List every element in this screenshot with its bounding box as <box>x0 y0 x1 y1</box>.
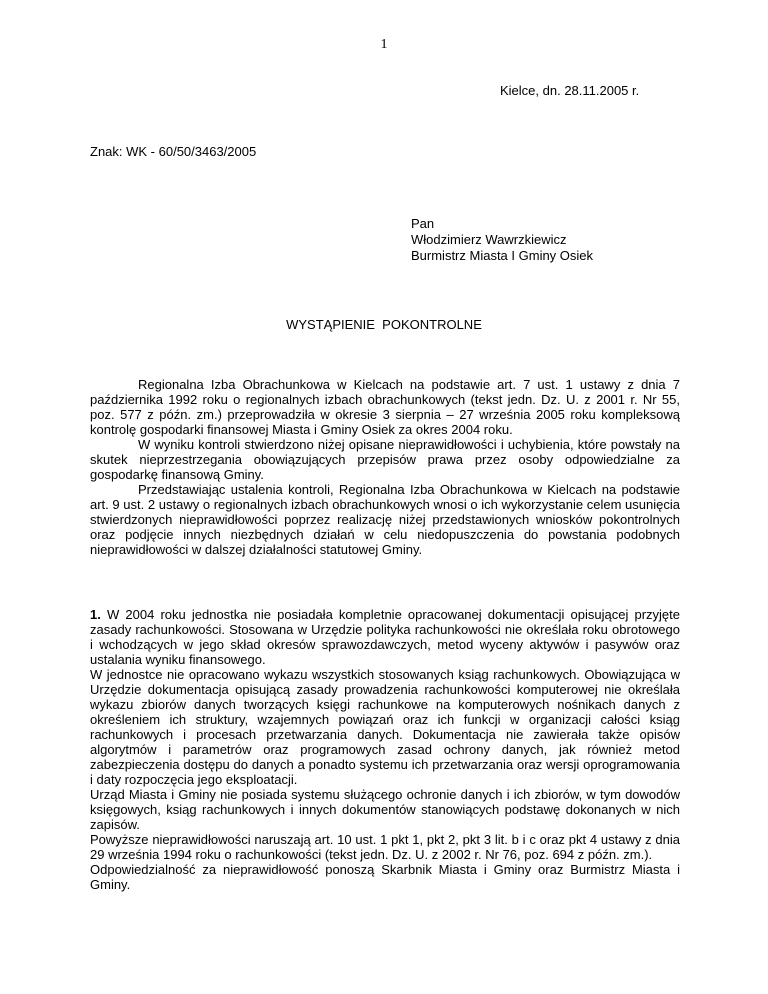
document-title: WYSTĄPIENIE POKONTROLNE <box>286 317 482 332</box>
intro-paragraph: Przedstawiając ustalenia kontroli, Regionalna Izba Obrachunkowa w Kielcach na podstawie art. 9 ust. 2 ustawy o regionalnych izbach obrachunkowych wnosi o ich wykorzystanie celem usunięcia stwierdzonych nieprawidłowości poprzez realizację niżej przedstawionych wniosków pokontrolnych oraz podjęcie innych niezbędnych działań w celu niedopuszczenia do powstania podobnych nieprawidłowości w dalszej działalności statutowej Gminy. <box>90 482 680 557</box>
recipient-position: Burmistrz Miasta I Gminy Osiek <box>411 248 594 263</box>
finding-paragraph: Odpowiedzialność za nieprawidłowość ponoszą Skarbnik Miasta i Gminy oraz Burmistrz Miasta i Gminy. <box>90 862 680 892</box>
reference-number: Znak: WK - 60/50/3463/2005 <box>90 144 257 159</box>
finding-text: W 2004 roku jednostka nie posiadała kompletnie opracowanej dokumentacji opisującej przyjęte zasady rachunkowości. Stosowana w Urzędzie polityka rachunkowości nie określała roku obrotowego i wchodzących w jego skład okresów sprawozdawczych, metod wyceny aktywów i pasywów oraz ustalania wyniku finansowego. <box>90 607 680 667</box>
recipient-salutation: Pan <box>411 216 435 231</box>
finding-paragraph: W jednostce nie opracowano wykazu wszystkich stosowanych ksiąg rachunkowych. Obowiązująca w Urzędzie dokumentacja opisującą zasady prowadzenia rachunkowości komputerowej nie określała wykazu zbiorów danych tworzących księgi rachunkowe na komputerowych nośnikach danych z określeniem ich struktury, wzajemnych powiązań oraz ich funkcji w organizacji całości ksiąg rachunkowych i procesach przetwarzania danych. Dokumentacja nie zawierała także opisów algorytmów i parametrów oraz programowych zasad ochrony danych, jak również metod zabezpieczenia dostępu do danych a ponadto systemu ich przetwarzania oraz wersji oprogramowania i daty rozpoczęcia jego eksploatacji. <box>90 667 680 787</box>
finding-paragraph: Urząd Miasta i Gminy nie posiada systemu służącego ochronie danych i ich zbiorów, w tym dowodów księgowych, ksiąg rachunkowych i innych dokumentów stanowiących podstawę dokonanych w nich zapisów. <box>90 787 680 832</box>
finding-number: 1. <box>90 607 101 622</box>
recipient-block <box>411 216 593 264</box>
intro-paragraph: Regionalna Izba Obrachunkowa w Kielcach na podstawie art. 7 ust. 1 ustawy z dnia 7 października 1992 roku o regionalnych izbach obrachunkowych (tekst jedn. Dz. U. z 2001 r. Nr 55, poz. 577 z późn. zm.) przeprowadziła w okresie 3 sierpnia – 27 września 2005 roku kompleksową kontrolę gospodarki finansowej Miasta i Gminy Osiek za okres 2004 roku. <box>90 377 680 437</box>
intro-section <box>90 377 680 557</box>
finding-1-section <box>90 607 680 892</box>
page-number: 1 <box>380 37 388 52</box>
recipient-name: Włodzimierz Wawrzkiewicz <box>411 232 567 247</box>
date-line: Kielce, dn. 28.11.2005 r. <box>500 83 640 98</box>
intro-paragraph: W wyniku kontroli stwierdzono niżej opisane nieprawidłowości i uchybienia, które powstały na skutek nieprzestrzegania obowiązujących przepisów prawa przez osoby odpowiedzialne za gospodarkę finansową Gminy. <box>90 437 680 482</box>
finding-paragraph: Powyższe nieprawidłowości naruszają art. 10 ust. 1 pkt 1, pkt 2, pkt 3 lit. b i c oraz pkt 4 ustawy z dnia 29 września 1994 roku o rachunkowości (tekst jedn. Dz. U. z 2002 r. Nr 76, poz. 694 z późn. zm.). <box>90 832 680 862</box>
finding-paragraph <box>90 607 680 667</box>
